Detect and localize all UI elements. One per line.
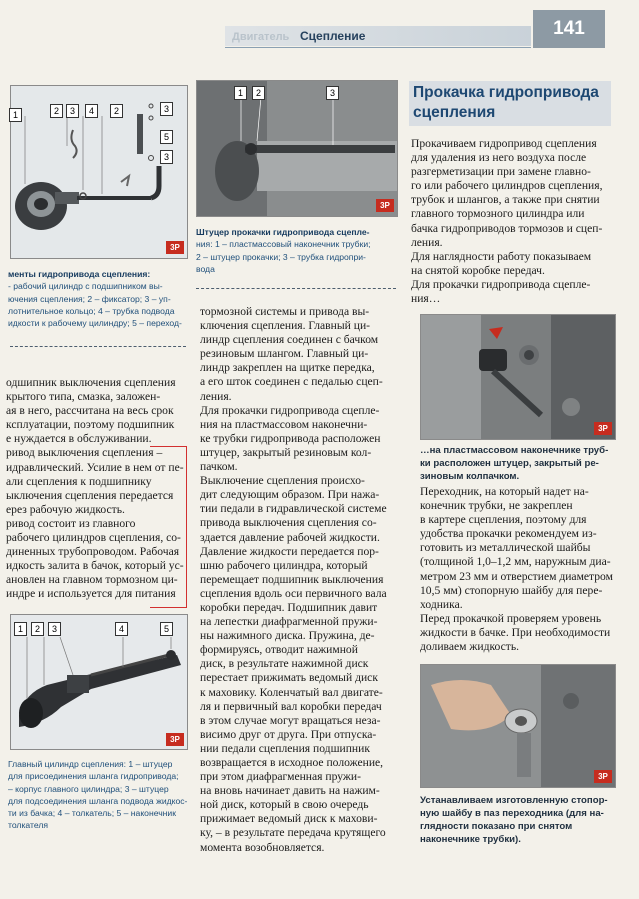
text-line: линдр сцепления соединен с бачком: [200, 333, 379, 347]
text-line: на лепестки диафрагменной пружи-: [200, 615, 378, 629]
publisher-badge: 3P: [166, 733, 184, 746]
caption-line: ючения сцепления; 2 – фиксатор; 3 – уп-: [8, 293, 171, 304]
text-line: на снятой коробке передач.: [411, 263, 545, 277]
text-line: ановлен на главном тормозном ци-: [6, 573, 178, 587]
text-line: диненных трубопроводом. Рабочая: [6, 545, 180, 559]
text-line: ходника.: [420, 597, 463, 611]
text-line: ления.: [200, 389, 232, 403]
text-line: ля и первичный вал коробки передач: [200, 699, 382, 713]
caption-divider: [196, 288, 396, 289]
text-line: для удаления из него воздуха после: [411, 151, 587, 165]
text-line: Для прокачки гидропривода сцепле-: [411, 277, 591, 291]
caption-line: – корпус главного цилиндра; 3 – штуцер: [8, 783, 169, 794]
caption-line: менты гидропривода сцепления:: [8, 269, 151, 279]
caption-washer: [420, 794, 616, 846]
text-line: висимо друг от друга. При отпуска-: [200, 727, 377, 741]
caption-line: идкости к рабочему цилиндру; 5 – переход-: [8, 318, 182, 329]
body-right-top: [411, 137, 611, 306]
photo-washer: [420, 664, 616, 788]
text-line: жидкости в бачке. При необходимости: [420, 625, 611, 639]
text-line: перемещает подшипник выключения: [200, 572, 384, 586]
callout-3: 3: [48, 622, 61, 636]
text-line: бачка гидроприводов тормозов и сцеп-: [411, 221, 603, 235]
text-line: ния на пластмассовом наконечни-: [200, 417, 368, 431]
text-line: а его шток соединен с педалью сцеп-: [200, 375, 383, 389]
caption-divider: [10, 346, 186, 347]
header-rule: [225, 47, 531, 48]
text-line: тормозной системы и привода вы-: [200, 305, 370, 318]
callout-5: 5: [160, 130, 173, 144]
text-line: перестает прижимать ведомый диск: [200, 671, 378, 685]
caption-line: 2 – штуцер прокачки; 3 – трубка гидропри-: [196, 251, 366, 262]
text-line: в этом случае могут вращаться неза-: [200, 713, 381, 727]
washer-illustration: [421, 665, 615, 787]
header-section-title: Сцепление: [300, 29, 366, 43]
text-line: ыключения сцепления передается: [6, 488, 174, 502]
caption-line: глядности показано при снятом: [420, 821, 573, 832]
header-faded-title: Двигатель: [232, 31, 290, 43]
text-line: на вновь начинает давить на нажим-: [200, 784, 380, 798]
caption-line: Штуцер прокачки гидропривода сцепле-: [196, 227, 370, 237]
text-line: сцепления вдоль оси первичного вала: [200, 586, 387, 600]
text-line: Для прокачки гидропривода сцепле-: [200, 403, 380, 417]
text-line: готовить из металлической шайбы: [420, 541, 591, 555]
callout-3b: 3: [160, 102, 173, 116]
callout-3c: 3: [160, 150, 173, 164]
text-line: ая в него, рассчитана на весь срок: [6, 404, 174, 418]
text-line: при этом диафрагменная пружи-: [200, 770, 361, 784]
callout-1: 1: [14, 622, 27, 636]
handwritten-red-bracket: [150, 446, 187, 608]
caption-line: Устанавливаем изготовленную стопор-: [420, 795, 608, 806]
caption-line: лотнительное кольцо; 4 – трубка подвода: [8, 305, 175, 316]
text-line: ксплуатации, поэтому подшипник: [6, 418, 175, 432]
section-heading: Прокачка гидропривода сцепления: [409, 81, 611, 126]
caption-line: ти из бачка; 4 – толкатель; 5 – наконечник: [8, 808, 176, 819]
text-line: нии педали сцепления подшипник: [200, 741, 370, 755]
text-line: одшипник выключения сцепления: [6, 376, 176, 389]
caption-line: ную шайбу в паз переходника (для на-: [420, 808, 604, 819]
text-line: момента возобновляется.: [200, 840, 325, 854]
text-line: Перед прокачкой проверяем уровень: [420, 611, 602, 625]
text-line: Выключение сцепления происхо-: [200, 474, 365, 488]
callout-2: 2: [252, 86, 265, 100]
text-line: ривод выключения сцепления –: [6, 446, 163, 460]
text-line: е нуждается в обслуживании.: [6, 432, 152, 446]
text-line: здается давление рабочей жидкости.: [200, 530, 380, 544]
caption-line: вода: [196, 263, 215, 274]
text-line: к маховику. Коленчатый вал двигате-: [200, 685, 383, 699]
callout-3: 3: [66, 104, 79, 118]
fitting-closeup-illustration: [421, 315, 615, 439]
caption-line: зиновым колпачком.: [420, 471, 520, 482]
caption-master-cylinder: [8, 758, 190, 832]
caption-line: - рабочий цилиндр с подшипником вы-: [8, 281, 163, 292]
caption-line: Главный цилиндр сцепления: 1 – штуцер: [8, 759, 173, 769]
publisher-badge: 3P: [376, 199, 394, 212]
text-line: формируясь, отводит нажимной: [200, 643, 358, 657]
caption-line: ки расположен штуцер, закрытый ре-: [420, 458, 599, 469]
photo-bleed-fitting: [196, 80, 398, 217]
callout-1: 1: [9, 108, 22, 122]
text-line: ерез рабочую жидкость.: [6, 502, 125, 516]
text-line: го или рабочего цилиндров сцепления,: [411, 179, 603, 193]
publisher-badge: 3P: [166, 241, 184, 254]
text-line: шню рабочего цилиндра, который: [200, 558, 368, 572]
text-line: идравлический. Усилие в нем от пе-: [6, 460, 184, 474]
text-line: Давление жидкости передается пор-: [200, 544, 379, 558]
caption-bleed-fitting: [196, 226, 398, 275]
text-line: ния…: [411, 292, 441, 306]
body-middle: [200, 305, 398, 855]
text-line: дит следующим образом. При нажа-: [200, 488, 380, 502]
text-line: прижимает ведомый диск к махови-: [200, 812, 378, 826]
caption-fitting-closeup: [420, 444, 616, 483]
text-line: ку, – в результате передача крутящего: [200, 826, 386, 840]
caption-line: …на пластмассовом наконечнике труб-: [420, 445, 609, 456]
text-line: тии педали в гидравлической системе: [200, 502, 387, 516]
text-line: метром 23 мм и отверстием диаметром: [420, 569, 613, 583]
text-line: линдр закреплен на щитке передка,: [200, 361, 375, 375]
callout-2: 2: [50, 104, 63, 118]
text-line: разгерметизации при замене главно-: [411, 165, 591, 179]
publisher-badge: 3P: [594, 422, 612, 435]
text-line: (толщиной 1,0–1,2 мм, наружным диа-: [420, 555, 611, 569]
text-line: индре и используется для питания: [6, 587, 176, 601]
caption-line: толкателя: [8, 820, 48, 831]
text-line: ключения сцепления. Главный ци-: [200, 319, 371, 333]
text-line: главного тормозного цилиндра или: [411, 207, 585, 221]
text-line: конечник трубки, не закреплен: [420, 499, 573, 513]
text-line: али сцепления к подшипнику: [6, 474, 152, 488]
text-line: ной диск, который в свою очередь: [200, 798, 369, 812]
caption-release-bearing: [8, 268, 188, 329]
bleed-fitting-illustration: [197, 81, 397, 216]
text-line: ке трубки гидропривода расположен: [200, 431, 381, 445]
callout-1: 1: [234, 86, 247, 100]
text-line: Для наглядности работу показываем: [411, 249, 592, 263]
callout-5: 5: [160, 622, 173, 636]
text-line: ления.: [411, 235, 443, 249]
callout-4: 4: [85, 104, 98, 118]
caption-line: наконечнике трубки).: [420, 834, 521, 845]
text-line: пачком.: [200, 460, 238, 474]
callout-3: 3: [326, 86, 339, 100]
caption-line: ния: 1 – пластмассовый наконечник трубки;: [196, 239, 371, 250]
text-line: коробки передач. Подшипник давит: [200, 600, 378, 614]
text-line: 10,5 мм) стопорную шайбу для пере-: [420, 583, 603, 597]
text-line: крытого типа, смазка, заложен-: [6, 390, 161, 404]
text-line: рабочего цилиндров сцепления, со-: [6, 531, 181, 545]
text-line: трубок и шлангов, а также при снятии: [411, 193, 600, 207]
text-line: резиновым шлангом. Главный ци-: [200, 347, 369, 361]
body-right-mid: [420, 485, 614, 654]
callout-2b: 2: [110, 104, 123, 118]
text-line: ривод состоит из главного: [6, 516, 136, 530]
text-line: идкость залита в бачок, который ус-: [6, 559, 184, 573]
page-number: 141: [533, 10, 605, 48]
caption-line: для присоединения шланга гидропривода;: [8, 771, 179, 782]
text-line: удобства прокачки рекомендуем из-: [420, 527, 597, 541]
callout-2: 2: [31, 622, 44, 636]
text-line: диск, в результате нажимной диск: [200, 657, 369, 671]
caption-line: для подсоединения шланга подвода жидкос-: [8, 795, 188, 806]
text-line: ны нажимного диска. Пружина, де-: [200, 629, 375, 643]
text-line: возвращается в исходное положение,: [200, 756, 384, 769]
photo-fitting-closeup: [420, 314, 616, 440]
publisher-badge: 3P: [594, 770, 612, 783]
text-line: штуцер, закрытый резиновым кол-: [200, 445, 372, 459]
text-line: доливаем жидкость.: [420, 640, 520, 654]
text-line: Переходник, на который надет на-: [420, 485, 589, 498]
text-line: в картере сцепления, поэтому для: [420, 513, 587, 527]
callout-4: 4: [115, 622, 128, 636]
text-line: привода выключения сцепления со-: [200, 516, 377, 530]
text-line: Прокачиваем гидропривод сцепления: [411, 137, 597, 150]
